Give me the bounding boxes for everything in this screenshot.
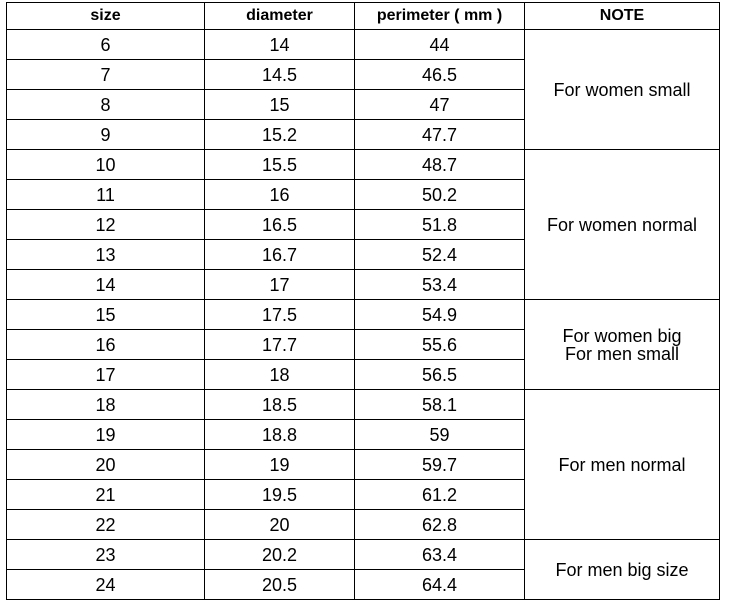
cell-perimeter: 58.1: [355, 390, 525, 420]
note-line: For men small: [564, 343, 680, 364]
cell-diameter: 18.5: [205, 390, 355, 420]
note-women-normal: [525, 150, 720, 300]
cell-perimeter: 54.9: [355, 300, 525, 330]
cell-diameter: 14.5: [205, 60, 355, 90]
cell-diameter: 16.7: [205, 240, 355, 270]
cell-size: 13: [7, 240, 205, 270]
cell-perimeter: 53.4: [355, 270, 525, 300]
cell-size: 12: [7, 210, 205, 240]
cell-size: 22: [7, 510, 205, 540]
cell-perimeter: 47: [355, 90, 525, 120]
cell-size: 17: [7, 360, 205, 390]
cell-diameter: 17.5: [205, 300, 355, 330]
cell-perimeter: 56.5: [355, 360, 525, 390]
table-row: [7, 540, 720, 570]
note-line: For men big size: [555, 559, 689, 580]
note-line: For women small: [553, 79, 691, 100]
cell-diameter: 20.5: [205, 570, 355, 600]
cell-size: 14: [7, 270, 205, 300]
cell-size: 7: [7, 60, 205, 90]
cell-diameter: 17.7: [205, 330, 355, 360]
cell-size: 18: [7, 390, 205, 420]
header-size: size: [7, 3, 205, 30]
header-note: NOTE: [525, 3, 720, 30]
ring-size-table: [6, 2, 720, 600]
cell-perimeter: 44: [355, 30, 525, 60]
cell-size: 20: [7, 450, 205, 480]
cell-size: 9: [7, 120, 205, 150]
cell-size: 10: [7, 150, 205, 180]
cell-size: 11: [7, 180, 205, 210]
cell-size: 16: [7, 330, 205, 360]
cell-perimeter: 63.4: [355, 540, 525, 570]
cell-diameter: 16: [205, 180, 355, 210]
note-line: For women big: [562, 325, 682, 346]
cell-size: 24: [7, 570, 205, 600]
table-row: [7, 390, 720, 420]
cell-perimeter: 59: [355, 420, 525, 450]
table-row: [7, 30, 720, 60]
cell-diameter: 15.5: [205, 150, 355, 180]
cell-size: 6: [7, 30, 205, 60]
cell-diameter: 19.5: [205, 480, 355, 510]
cell-diameter: 18.8: [205, 420, 355, 450]
cell-diameter: 19: [205, 450, 355, 480]
cell-diameter: 14: [205, 30, 355, 60]
note-women-small: [525, 30, 720, 150]
note-line: For women normal: [546, 214, 698, 235]
cell-diameter: 17: [205, 270, 355, 300]
cell-diameter: 18: [205, 360, 355, 390]
cell-perimeter: 61.2: [355, 480, 525, 510]
cell-diameter: 15.2: [205, 120, 355, 150]
cell-diameter: 20.2: [205, 540, 355, 570]
header-diameter: diameter: [205, 3, 355, 30]
cell-perimeter: 62.8: [355, 510, 525, 540]
cell-perimeter: 59.7: [355, 450, 525, 480]
table-row: [7, 150, 720, 180]
cell-diameter: 15: [205, 90, 355, 120]
cell-perimeter: 52.4: [355, 240, 525, 270]
header-row: [7, 3, 720, 30]
note-women-big-men-small: [525, 300, 720, 390]
cell-perimeter: 50.2: [355, 180, 525, 210]
cell-perimeter: 51.8: [355, 210, 525, 240]
note-men-normal: [525, 390, 720, 540]
cell-size: 19: [7, 420, 205, 450]
note-line: For men normal: [558, 454, 686, 475]
cell-diameter: 16.5: [205, 210, 355, 240]
cell-size: 23: [7, 540, 205, 570]
cell-perimeter: 47.7: [355, 120, 525, 150]
cell-perimeter: 64.4: [355, 570, 525, 600]
header-perimeter: perimeter ( mm ): [355, 3, 525, 30]
table-row: [7, 300, 720, 330]
cell-size: 15: [7, 300, 205, 330]
cell-perimeter: 48.7: [355, 150, 525, 180]
note-men-big-size: [525, 540, 720, 600]
cell-perimeter: 46.5: [355, 60, 525, 90]
cell-size: 21: [7, 480, 205, 510]
cell-diameter: 20: [205, 510, 355, 540]
cell-size: 8: [7, 90, 205, 120]
cell-perimeter: 55.6: [355, 330, 525, 360]
